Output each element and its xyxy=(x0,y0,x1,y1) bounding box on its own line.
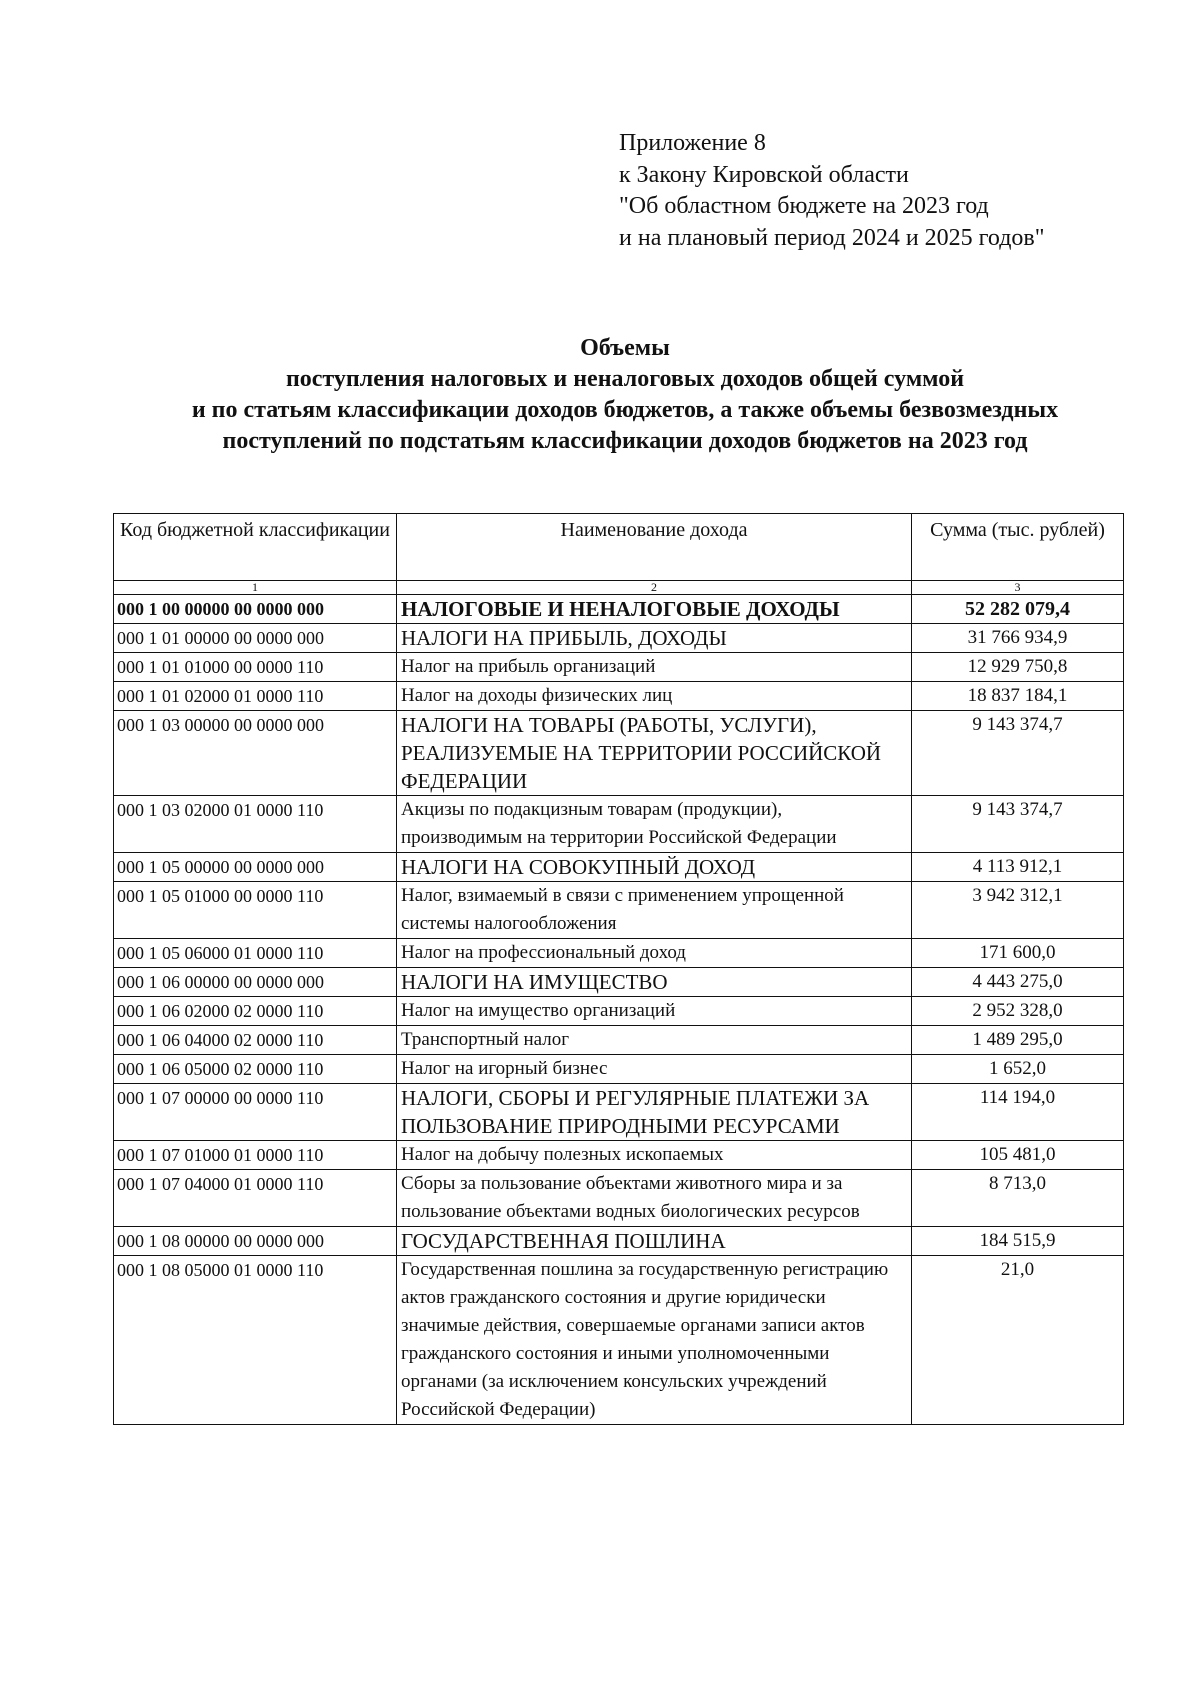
row-code: 000 1 07 00000 00 0000 110 xyxy=(114,1084,397,1141)
column-number: 2 xyxy=(397,581,912,595)
row-code: 000 1 01 01000 00 0000 110 xyxy=(114,653,397,682)
table-row xyxy=(114,1055,1124,1084)
table-row xyxy=(114,682,1124,711)
title-line: поступлений по подстатьям классификации доходов бюджетов на 2023 год xyxy=(222,428,1028,454)
row-name: Государственная пошлина за государственную регистрацию актов гражданского состояния и другие юридически значимые действия, совершаемые органами записи актов гражданского состояния и иными уполномоченными органами (за исключением консульских учреждений Российской Федерации) xyxy=(397,1256,912,1425)
row-code: 000 1 06 05000 02 0000 110 xyxy=(114,1055,397,1084)
appendix-line: "Об областном бюджете на 2023 год xyxy=(619,193,989,219)
row-amount: 184 515,9 xyxy=(912,1227,1124,1256)
row-name: НАЛОГИ НА ПРИБЫЛЬ, ДОХОДЫ xyxy=(397,624,912,653)
row-amount: 9 143 374,7 xyxy=(912,711,1124,796)
table-row xyxy=(114,595,1124,624)
appendix-reference xyxy=(619,128,1045,254)
table-row xyxy=(114,711,1124,796)
title-line: поступления налоговых и неналоговых доходов общей суммой xyxy=(285,366,965,392)
row-name: Налог на прибыль организаций xyxy=(397,653,912,682)
row-name: Налог на профессиональный доход xyxy=(397,939,912,968)
row-code: 000 1 08 00000 00 0000 000 xyxy=(114,1227,397,1256)
table-row xyxy=(114,653,1124,682)
row-name: Транспортный налог xyxy=(397,1026,912,1055)
column-number: 1 xyxy=(114,581,397,595)
table-row xyxy=(114,1084,1124,1141)
row-amount: 105 481,0 xyxy=(912,1141,1124,1170)
row-name: НАЛОГИ НА СОВОКУПНЫЙ ДОХОД xyxy=(397,853,912,882)
row-code: 000 1 05 01000 00 0000 110 xyxy=(114,882,397,939)
row-amount: 21,0 xyxy=(912,1256,1124,1425)
title-line: Объемы xyxy=(580,335,670,361)
row-code: 000 1 00 00000 00 0000 000 xyxy=(114,595,397,624)
row-amount: 52 282 079,4 xyxy=(912,595,1124,624)
header-code: Код бюджетной классификации xyxy=(114,514,397,581)
row-name: Налог на добычу полезных ископаемых xyxy=(397,1141,912,1170)
table-row xyxy=(114,1141,1124,1170)
row-name: Акцизы по подакцизным товарам (продукции), производимым на территории Российской Федерации xyxy=(397,796,912,853)
row-code: 000 1 08 05000 01 0000 110 xyxy=(114,1256,397,1425)
row-code: 000 1 06 00000 00 0000 000 xyxy=(114,968,397,997)
table-row xyxy=(114,853,1124,882)
row-name: НАЛОГИ НА ТОВАРЫ (РАБОТЫ, УСЛУГИ), РЕАЛИЗУЕМЫЕ НА ТЕРРИТОРИИ РОССИЙСКОЙ ФЕДЕРАЦИИ xyxy=(397,711,912,796)
appendix-line: Приложение 8 xyxy=(619,130,766,156)
row-amount: 8 713,0 xyxy=(912,1170,1124,1227)
row-name: НАЛОГИ НА ИМУЩЕСТВО xyxy=(397,968,912,997)
row-name: ГОСУДАРСТВЕННАЯ ПОШЛИНА xyxy=(397,1227,912,1256)
header-name: Наименование дохода xyxy=(397,514,912,581)
row-amount: 1 489 295,0 xyxy=(912,1026,1124,1055)
row-amount: 1 652,0 xyxy=(912,1055,1124,1084)
row-code: 000 1 07 04000 01 0000 110 xyxy=(114,1170,397,1227)
row-code: 000 1 06 04000 02 0000 110 xyxy=(114,1026,397,1055)
row-amount: 3 942 312,1 xyxy=(912,882,1124,939)
row-code: 000 1 06 02000 02 0000 110 xyxy=(114,997,397,1026)
row-amount: 4 443 275,0 xyxy=(912,968,1124,997)
row-code: 000 1 05 00000 00 0000 000 xyxy=(114,853,397,882)
row-amount: 9 143 374,7 xyxy=(912,796,1124,853)
column-number-row xyxy=(114,581,1124,595)
row-name: Сборы за пользование объектами животного мира и за пользование объектами водных биологических ресурсов xyxy=(397,1170,912,1227)
table-header-row xyxy=(114,514,1124,581)
row-name: Налог на игорный бизнес xyxy=(397,1055,912,1084)
row-name: Налог, взимаемый в связи с применением упрощенной системы налогообложения xyxy=(397,882,912,939)
table-row xyxy=(114,939,1124,968)
row-code: 000 1 03 02000 01 0000 110 xyxy=(114,796,397,853)
appendix-line: к Закону Кировской области xyxy=(619,161,909,188)
title-line: и по статьям классификации доходов бюджетов, а также объемы безвозмездных xyxy=(191,397,1059,423)
row-amount: 18 837 184,1 xyxy=(912,682,1124,711)
row-name: Налог на имущество организаций xyxy=(397,997,912,1026)
row-code: 000 1 07 01000 01 0000 110 xyxy=(114,1141,397,1170)
table-row xyxy=(114,796,1124,853)
table-row xyxy=(114,1026,1124,1055)
row-amount: 114 194,0 xyxy=(912,1084,1124,1141)
revenue-table xyxy=(113,513,1124,1425)
column-number: 3 xyxy=(912,581,1124,595)
table-row xyxy=(114,624,1124,653)
row-name: Налог на доходы физических лиц xyxy=(397,682,912,711)
row-code: 000 1 05 06000 01 0000 110 xyxy=(114,939,397,968)
row-amount: 171 600,0 xyxy=(912,939,1124,968)
row-code: 000 1 03 00000 00 0000 000 xyxy=(114,711,397,796)
row-name: НАЛОГИ, СБОРЫ И РЕГУЛЯРНЫЕ ПЛАТЕЖИ ЗА ПОЛЬЗОВАНИЕ ПРИРОДНЫМИ РЕСУРСАМИ xyxy=(397,1084,912,1141)
row-amount: 2 952 328,0 xyxy=(912,997,1124,1026)
table-row xyxy=(114,882,1124,939)
row-name: НАЛОГОВЫЕ И НЕНАЛОГОВЫЕ ДОХОДЫ xyxy=(397,595,912,624)
document-title xyxy=(0,333,1200,457)
row-code: 000 1 01 02000 01 0000 110 xyxy=(114,682,397,711)
header-amount: Сумма (тыс. рублей) xyxy=(912,514,1124,581)
row-code: 000 1 01 00000 00 0000 000 xyxy=(114,624,397,653)
row-amount: 12 929 750,8 xyxy=(912,653,1124,682)
table-row xyxy=(114,968,1124,997)
row-amount: 4 113 912,1 xyxy=(912,853,1124,882)
table-row xyxy=(114,1227,1124,1256)
row-amount: 31 766 934,9 xyxy=(912,624,1124,653)
table-row xyxy=(114,1170,1124,1227)
appendix-line: и на плановый период 2024 и 2025 годов" xyxy=(619,224,1045,251)
table-row xyxy=(114,997,1124,1026)
table-row xyxy=(114,1256,1124,1425)
